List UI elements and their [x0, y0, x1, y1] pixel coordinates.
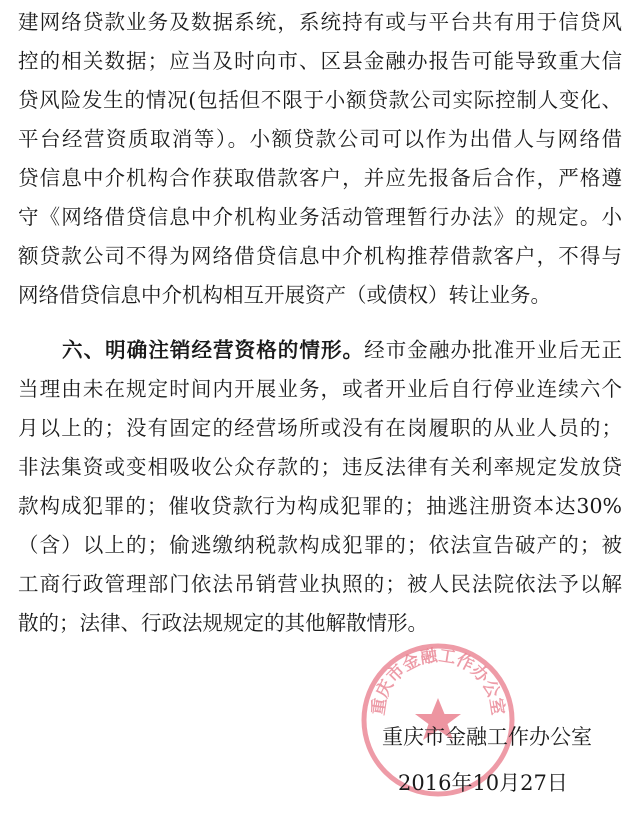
body-line: 贷信息中介机构合作获取借款客户，并应先报备后合作，严格遵 — [18, 166, 622, 190]
body-line: 网络借贷信息中介机构相互开展资产（或债权）转让业务。 — [18, 283, 551, 307]
body-line: 额贷款公司不得为网络借贷信息中介机构推荐借款客户，不得与 — [18, 244, 622, 268]
section-six-first-line — [62, 330, 622, 370]
body-line: 建网络贷款业务及数据系统，系统持有或与平台共有用于信贷风 — [18, 10, 622, 34]
seal-text: 重庆市金融工作办公室 — [368, 645, 508, 717]
section-six-line: 散的；法律、行政法规规定的其他解散情形。 — [18, 611, 428, 635]
body-line: 平台经营资质取消等）。小额贷款公司可以作为出借人与网络借 — [18, 127, 622, 151]
section-six-line: 工商行政管理部门依法吊销营业执照的；被人民法院依法予以解 — [18, 572, 622, 596]
section-six-line: 当理由未在规定时间内开展业务，或者开业后自行停业连续六个 — [18, 377, 622, 401]
body-line: 贷风险发生的情况(包括但不限于小额贷款公司实际控制人变化、 — [18, 88, 622, 112]
section-six-line: 非法集资或变相吸收公众存款的；违反法律有关利率规定发放贷 — [18, 455, 622, 479]
section-six-line: 月以上的；没有固定的经营场所或没有在岗履职的从业人员的； — [18, 416, 622, 440]
body-line: 守《网络借贷信息中介机构业务活动管理暂行办法》的规定。小 — [18, 205, 622, 229]
signature-date: 2016年10月27日 — [398, 771, 568, 795]
section-six-line: 款构成犯罪的；催收贷款行为构成犯罪的；抽逃注册资本达30% — [18, 494, 622, 518]
section-six-first-text: 经市金融办批准开业后无正 — [364, 338, 622, 362]
section-six-line: （含）以上的；偷逃缴纳税款构成犯罪的；依法宣告破产的；被 — [18, 533, 622, 557]
signature-organization: 重庆市金融工作办公室 — [382, 725, 592, 749]
body-line: 控的相关数据；应当及时向市、区县金融办报告可能导致重大信 — [18, 49, 622, 73]
section-six-heading: 六、明确注销经营资格的情形。 — [62, 338, 365, 362]
